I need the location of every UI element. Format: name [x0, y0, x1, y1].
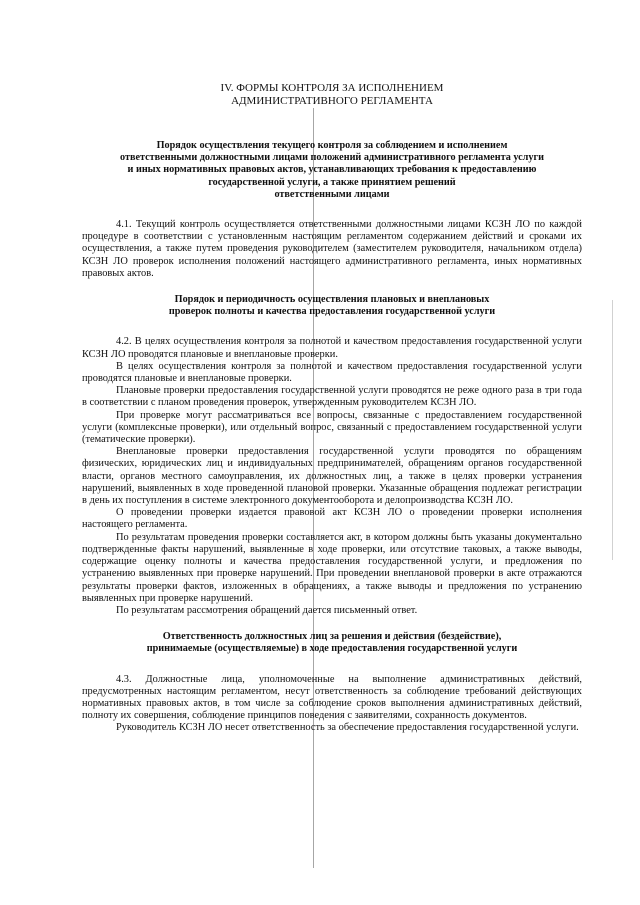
section-1-heading-line: Порядок осуществления текущего контроля за соблюдением и исполнением — [156, 140, 508, 151]
paragraph: Руководитель КСЗН ЛО несет ответственность за обеспечение предоставления государственной услуги. — [116, 722, 579, 734]
section-3-heading-line: Ответственность должностных лиц за решения и действия (бездействие), — [162, 631, 502, 643]
paragraph: По результатам рассмотрения обращений дается письменный ответ. — [116, 604, 418, 616]
scan-edge-line — [612, 300, 613, 560]
section-1-heading — [82, 140, 582, 201]
chapter-title-line-2: АДМИНИСТРАТИВНОГО РЕГЛАМЕНТА — [231, 95, 433, 107]
section-1-heading-line: ответственными лицами — [274, 188, 390, 200]
section-2-heading-line: проверок полноты и качества предоставления государственной услуги — [168, 306, 496, 318]
chapter-title — [82, 82, 582, 108]
paragraph-4-3: 4.3. Должностные лица, уполномоченные на выполнение административных действий, предусмотренных настоящим регламентом, несут ответственность за соблюдение требований действующих нормативных правовых актов, в том числе за соблюдение сроков выполнения административных действий, полноту их совершения, соблюдение принципов поведения с заявителями, сохранность документов. — [82, 673, 582, 722]
section-1-heading-line: и иных нормативных правовых актов, устанавливающих требования к предоставлению — [127, 164, 537, 176]
document-page — [82, 82, 582, 735]
chapter-title-line-1: IV. ФОРМЫ КОНТРОЛЯ ЗА ИСПОЛНЕНИЕМ — [220, 82, 444, 94]
section-1-heading-line: ответственными должностными лицами положений административного регламента услуги — [120, 152, 544, 164]
paragraph-4-1: 4.1. Текущий контроль осуществляется ответственными должностными лицами КСЗН ЛО по каждой процедуре в соответствии с установленным настоящим регламентом содержанием действий и сроками их осуществления, а также путем проведения руководителем (заместителем руководителя, начальником отдела) КСЗН ЛО проверок исполнения положений настоящего административного регламента, иных нормативных правовых актов. — [82, 219, 582, 279]
paragraph-4-2: 4.2. В целях осуществления контроля за полнотой и качеством предоставления государственной услуги КСЗН ЛО проводятся плановые и внеплановые проверки. — [82, 336, 582, 360]
section-3-heading — [82, 631, 582, 655]
paragraph: При проверке могут рассматриваться все вопросы, связанные с предоставлением государственной услуги (комплексные проверки), или отдельный вопрос, связанный с предоставлением государственной услуги (тематические проверки). — [82, 409, 582, 446]
paragraph: По результатам проведения проверки составляется акт, в котором должны быть указаны документально подтвержденные факты нарушений, выявленные в ходе проверки, или отсутствие таковых, а также выводы, содержащие оценку полноты и качества предоставления государственной услуги, и предложения по устранению выявленных при проверке нарушений. При проведении внеплановой проверки в акте отражаются результаты проверки фактов, изложенных в обращениях, а также выводы и предложения по устранению выявленных при проверке нарушений. — [82, 531, 582, 604]
paragraph: В целях осуществления контроля за полнотой и качеством предоставления государственной услуги проводятся плановые и внеплановые проверки. — [82, 360, 582, 385]
paragraph: Плановые проверки предоставления государственной услуги проводятся не реже одного раза в три года в соответствии с планом проведения проверок, утвержденным руководителем КСЗН ЛО. — [82, 385, 582, 409]
section-2-heading — [82, 294, 582, 318]
section-3-heading-line: принимаемые (осуществляемые) в ходе предоставления государственной услуги — [146, 643, 518, 655]
paragraph: Внеплановые проверки предоставления государственной услуги проводятся по обращениям физических, юридических лиц и индивидуальных предпринимателей, обращениям органов государственной власти, органов местного самоуправления, их должностных лиц, а также в целях проверки устранения нарушений, выявленных в ходе проведенной плановой проверки. Указанные обращения подлежат регистрации в день их поступления в системе электронного документооборота и делопроизводства КСЗН ЛО. — [82, 446, 582, 507]
section-1-heading-line: государственной услуги, а также принятием решений — [208, 176, 456, 188]
paragraph: О проведении проверки издается правовой акт КСЗН ЛО о проведении проверки исполнения настоящего регламента. — [82, 507, 582, 531]
section-2-heading-line: Порядок и периодичность осуществления плановых и внеплановых — [174, 294, 490, 306]
